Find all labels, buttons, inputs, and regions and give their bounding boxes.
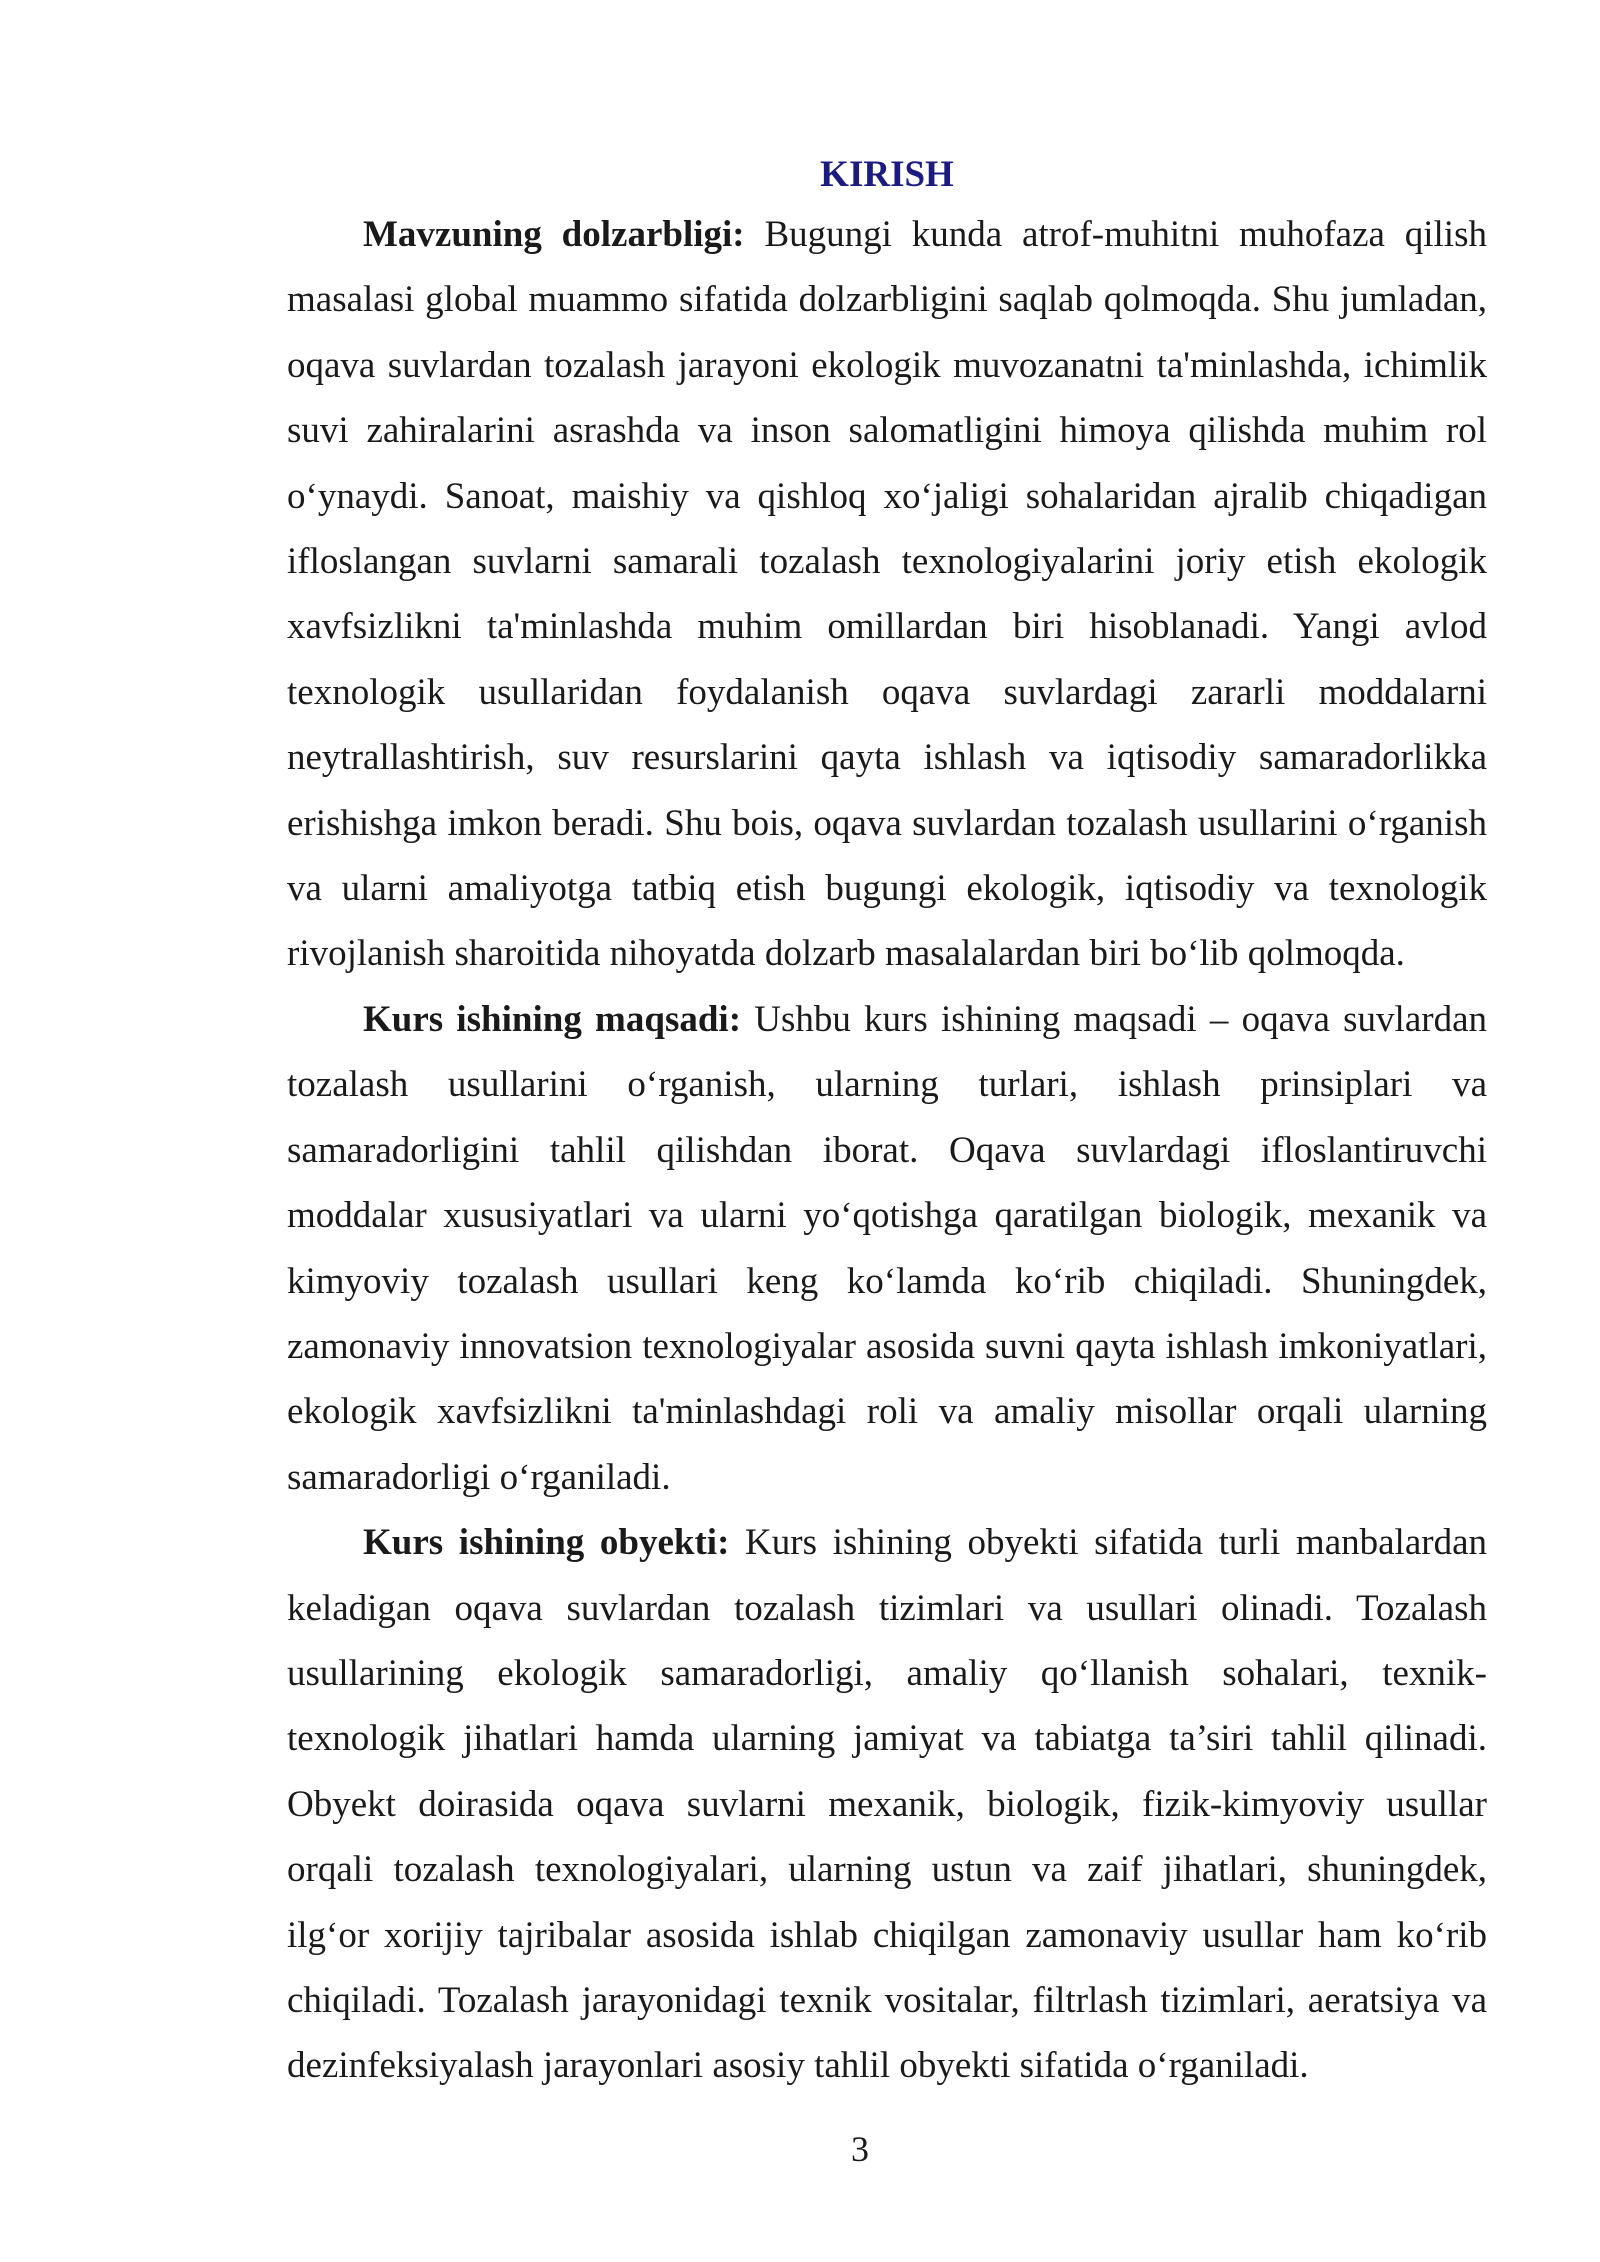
page-content [287, 148, 1487, 2099]
paragraph-lead: Mavzuning dolzarbligi: [363, 214, 745, 255]
section-heading: KIRISH [820, 154, 954, 195]
paragraph-body: Bugungi kunda atrof-muhitni muhofaza qilish masalasi global muammo sifatida dolzarbligini saqlab qolmoqda. Shu jumladan, oqava suvlardan tozalash jarayoni ekologik muvozanatni ta'minlashda, ichimlik suvi zahiralarini asrashda va inson salomatligini himoya qilishda muhim rol o‘ynaydi. Sanoat, maishiy va qishloq xo‘jaligi sohalaridan ajralib chiqadigan ifloslangan suvlarni samarali tozalash texnologiyalarini joriy etish ekologik xavfsizlikni ta'minlashda muhim omillardan biri hisoblanadi. Yangi avlod texnologik usullaridan foydalanish oqava suvlardagi zararli moddalarni neytrallashtirish, suv resurslarini qayta ishlash va iqtisodiy samaradorlikka erishishga imkon beradi. Shu bois, oqava suvlardan tozalash usullarini o‘rganish va ularni amaliyotga tatbiq etish bugungi ekologik, iqtisodiy va texnologik rivojlanish sharoitida nihoyatda dolzarb masalalardan biri bo‘lib qolmoqda. [287, 214, 1487, 975]
paragraph-lead: Kurs ishining maqsadi: [363, 998, 742, 1040]
paragraph-relevance [287, 202, 1487, 987]
paragraph-lead: Kurs ishining obyekti: [363, 1522, 730, 1564]
paragraph-body: Kurs ishining obyekti sifatida turli manbalardan keladigan oqava suvlardan tozalash tizimlari va usullari olinadi. Tozalash usullarining ekologik samaradorligi, amaliy qo‘llanish sohalari, texnik-texnologik jihatlari hamda ularning jamiyat va tabiatga ta’siri tahlil qilinadi. Obyekt doirasida oqava suvlarni mexanik, biologik, fizik-kimyoviy usullar orqali tozalash texnologiyalari, ularning ustun va zaif jihatlari, shuningdek, ilg‘or xorijiy tajribalar asosida ishlab chiqilgan zamonaviy usullar ham ko‘rib chiqiladi. Tozalash jarayonidagi texnik vositalar, filtrlash tizimlari, aeratsiya va dezinfeksiyalash jarayonlari asosiy tahlil obyekti sifatida o‘rganiladi. [287, 1522, 1488, 2087]
paragraph-object [287, 1510, 1487, 2099]
paragraph-body: Ushbu kurs ishining maqsadi – oqava suvlardan tozalash usullarini o‘rganish, ularning turlari, ishlash prinsiplari va samaradorligini tahlil qilishdan iborat. Oqava suvlardagi ifloslantiruvchi moddalar xususiyatlari va ularni yo‘qotishga qaratilgan biologik, mexanik va kimyoviy tozalash usullari keng ko‘lamda ko‘rib chiqiladi. Shuningdek, zamonaviy innovatsion texnologiyalar asosida suvni qayta ishlash imkoniyatlari, ekologik xavfsizlikni ta'minlashdagi roli va amaliy misollar orqali ularning samaradorligi o‘rganiladi. [287, 998, 1487, 1498]
paragraph-purpose [287, 987, 1487, 1510]
page-number: 3 [851, 2129, 869, 2169]
